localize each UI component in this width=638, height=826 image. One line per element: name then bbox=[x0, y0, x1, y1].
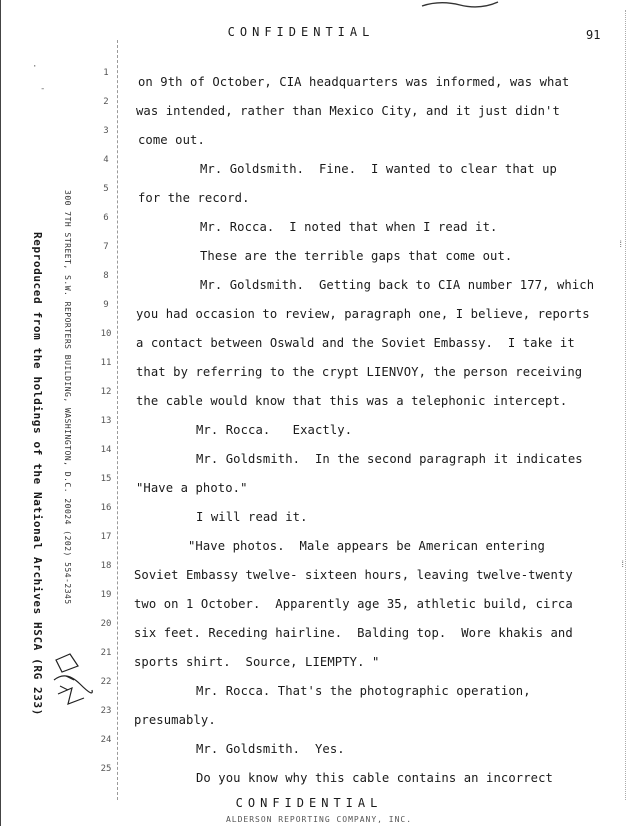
transcript-line: Mr. Goldsmith. In the second paragraph it indicates bbox=[196, 452, 583, 466]
transcript-line: These are the terrible gaps that come out. bbox=[200, 249, 513, 263]
reporter-address: 300 7TH STREET, S.W. REPORTERS BUILDING, WASHINGTON, D.C. 20024 (202) 554-2345 bbox=[63, 190, 72, 605]
transcript-line: you had occasion to review, paragraph one, I believe, reports bbox=[136, 307, 590, 321]
transcript-line: Do you know why this cable contains an incorrect bbox=[196, 771, 553, 785]
archive-stamp-icon bbox=[48, 650, 96, 710]
transcript-line: I will read it. bbox=[196, 510, 308, 524]
transcript-line: a contact between Oswald and the Soviet Embassy. I take it bbox=[136, 336, 575, 350]
transcript-line: come out. bbox=[138, 133, 205, 147]
line-number: 9 bbox=[103, 300, 109, 310]
line-number: 25 bbox=[100, 764, 112, 774]
transcript-line: was intended, rather than Mexico City, and it just didn't bbox=[136, 104, 560, 118]
scan-speck: · bbox=[32, 62, 38, 72]
transcript-line: Mr. Goldsmith. Getting back to CIA number 177, which bbox=[200, 278, 595, 292]
header-confidential: CONFIDENTIAL bbox=[227, 25, 375, 39]
transcript-line: for the record. bbox=[138, 191, 250, 205]
line-number: 14 bbox=[100, 445, 112, 455]
line-number: 22 bbox=[100, 677, 112, 687]
transcript-line: Mr. Rocca. That's the photographic operation, bbox=[196, 684, 531, 698]
transcript-line: Mr. Rocca. Exactly. bbox=[196, 423, 353, 437]
transcript-line: on 9th of October, CIA headquarters was informed, was what bbox=[138, 75, 570, 89]
page-number: 91 bbox=[586, 28, 601, 42]
scan-speck: ⁞ bbox=[618, 240, 624, 250]
transcript-line: Mr. Goldsmith. Fine. I wanted to clear that up bbox=[200, 162, 557, 176]
line-number: 6 bbox=[103, 213, 109, 223]
line-number: 19 bbox=[100, 590, 112, 600]
scan-edge bbox=[0, 0, 1, 826]
line-number: 23 bbox=[100, 706, 112, 716]
right-margin-rule bbox=[625, 10, 626, 800]
archive-notice: Reproduced from the holdings of the National Archives HSCA (RG 233) bbox=[31, 232, 44, 716]
transcript-line: presumably. bbox=[134, 713, 216, 727]
line-number: 17 bbox=[100, 532, 112, 542]
scan-speck: ⁞ bbox=[620, 560, 626, 570]
transcript-line: "Have photos. Male appears be American entering bbox=[188, 539, 545, 553]
transcript-line: Mr. Goldsmith. Yes. bbox=[196, 742, 345, 756]
line-number: 8 bbox=[103, 271, 109, 281]
transcript-line: that by referring to the crypt LIENVOY, the person receiving bbox=[136, 365, 583, 379]
line-number: 20 bbox=[100, 619, 112, 629]
line-number: 12 bbox=[100, 387, 112, 397]
line-number: 1 bbox=[103, 68, 109, 78]
footer-reporter: ALDERSON REPORTING COMPANY, INC. bbox=[225, 815, 413, 824]
line-number: 16 bbox=[100, 503, 112, 513]
line-number: 4 bbox=[103, 155, 109, 165]
line-number: 7 bbox=[103, 242, 109, 252]
transcript-line: Soviet Embassy twelve- sixteen hours, leaving twelve-twenty bbox=[134, 568, 573, 582]
line-number: 18 bbox=[100, 561, 112, 571]
transcript-line: two on 1 October. Apparently age 35, athletic build, circa bbox=[134, 597, 573, 611]
transcript-line: six feet. Receding hairline. Balding top. Wore khakis and bbox=[134, 626, 573, 640]
footer-confidential: CONFIDENTIAL bbox=[235, 796, 383, 810]
line-number: 2 bbox=[103, 97, 109, 107]
handwritten-mark bbox=[420, 0, 500, 8]
line-number: 5 bbox=[103, 184, 109, 194]
line-number: 11 bbox=[100, 358, 112, 368]
line-number: 15 bbox=[100, 474, 112, 484]
transcript-line: sports shirt. Source, LIEMPTY. " bbox=[134, 655, 380, 669]
line-number: 10 bbox=[100, 329, 112, 339]
scan-speck: - bbox=[40, 84, 46, 94]
line-number: 24 bbox=[100, 735, 112, 745]
line-number: 13 bbox=[100, 416, 112, 426]
line-number: 21 bbox=[100, 648, 112, 658]
transcript-line: the cable would know that this was a telephonic intercept. bbox=[136, 394, 568, 408]
transcript-line: "Have a photo." bbox=[136, 481, 248, 495]
transcript-line: Mr. Rocca. I noted that when I read it. bbox=[200, 220, 498, 234]
margin-rule bbox=[117, 40, 118, 800]
line-number: 3 bbox=[103, 126, 109, 136]
